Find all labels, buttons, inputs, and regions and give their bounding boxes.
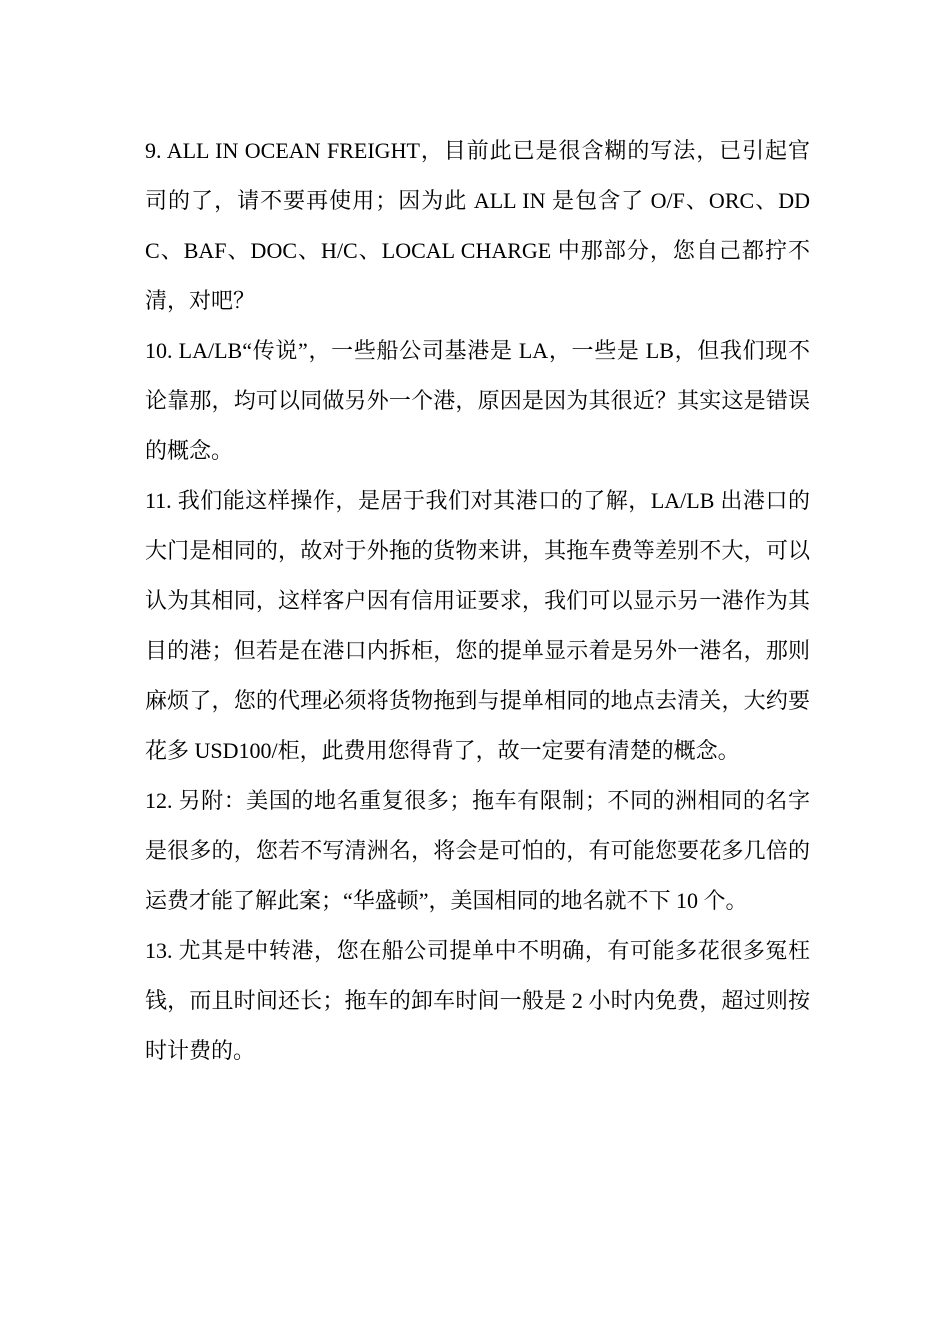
document-page [145,126,810,1076]
paragraph-item-13: 13. 尤其是中转港，您在船公司提单中不明确，有可能多花很多冤枉钱，而且时间还长；拖车的卸车时间一般是 2 小时内免费，超过则按时计费的。 [145,938,810,1063]
paragraph-item-10: 10. LA/LB“传说”，一些船公司基港是 LA，一些是 LB，但我们现不论靠那，均可以同做另外一个港，原因是因为其很近？其实这是错误的概念。 [145,338,810,463]
paragraph-item-9: 9. ALL IN OCEAN FREIGHT，目前此已是很含糊的写法，已引起官司的了，请不要再使用；因为此 ALL IN 是包含了 O/F、ORC、DDC、BAF、DOC、H/C、LOCAL CHARGE 中那部分，您自己都拧不清，对吧？ [145,138,810,313]
paragraph-item-11: 11. 我们能这样操作，是居于我们对其港口的了解，LA/LB 出港口的大门是相同的，故对于外拖的货物来讲，其拖车费等差别不大，可以认为其相同，这样客户因有信用证要求，我们可以显示另一港作为其目的港；但若是在港口内拆柜，您的提单显示着是另外一港名，那则麻烦了，您的代理必须将货物拖到与提单相同的地点去清关，大约要花多 USD100/柜，此费用您得背了，故一定要有清楚的概念。 [145,488,810,763]
paragraph-item-12: 12. 另附：美国的地名重复很多；拖车有限制；不同的洲相同的名字是很多的，您若不写清洲名，将会是可怕的，有可能您要花多几倍的运费才能了解此案；“华盛顿”，美国相同的地名就不下 10 个。 [145,788,810,913]
